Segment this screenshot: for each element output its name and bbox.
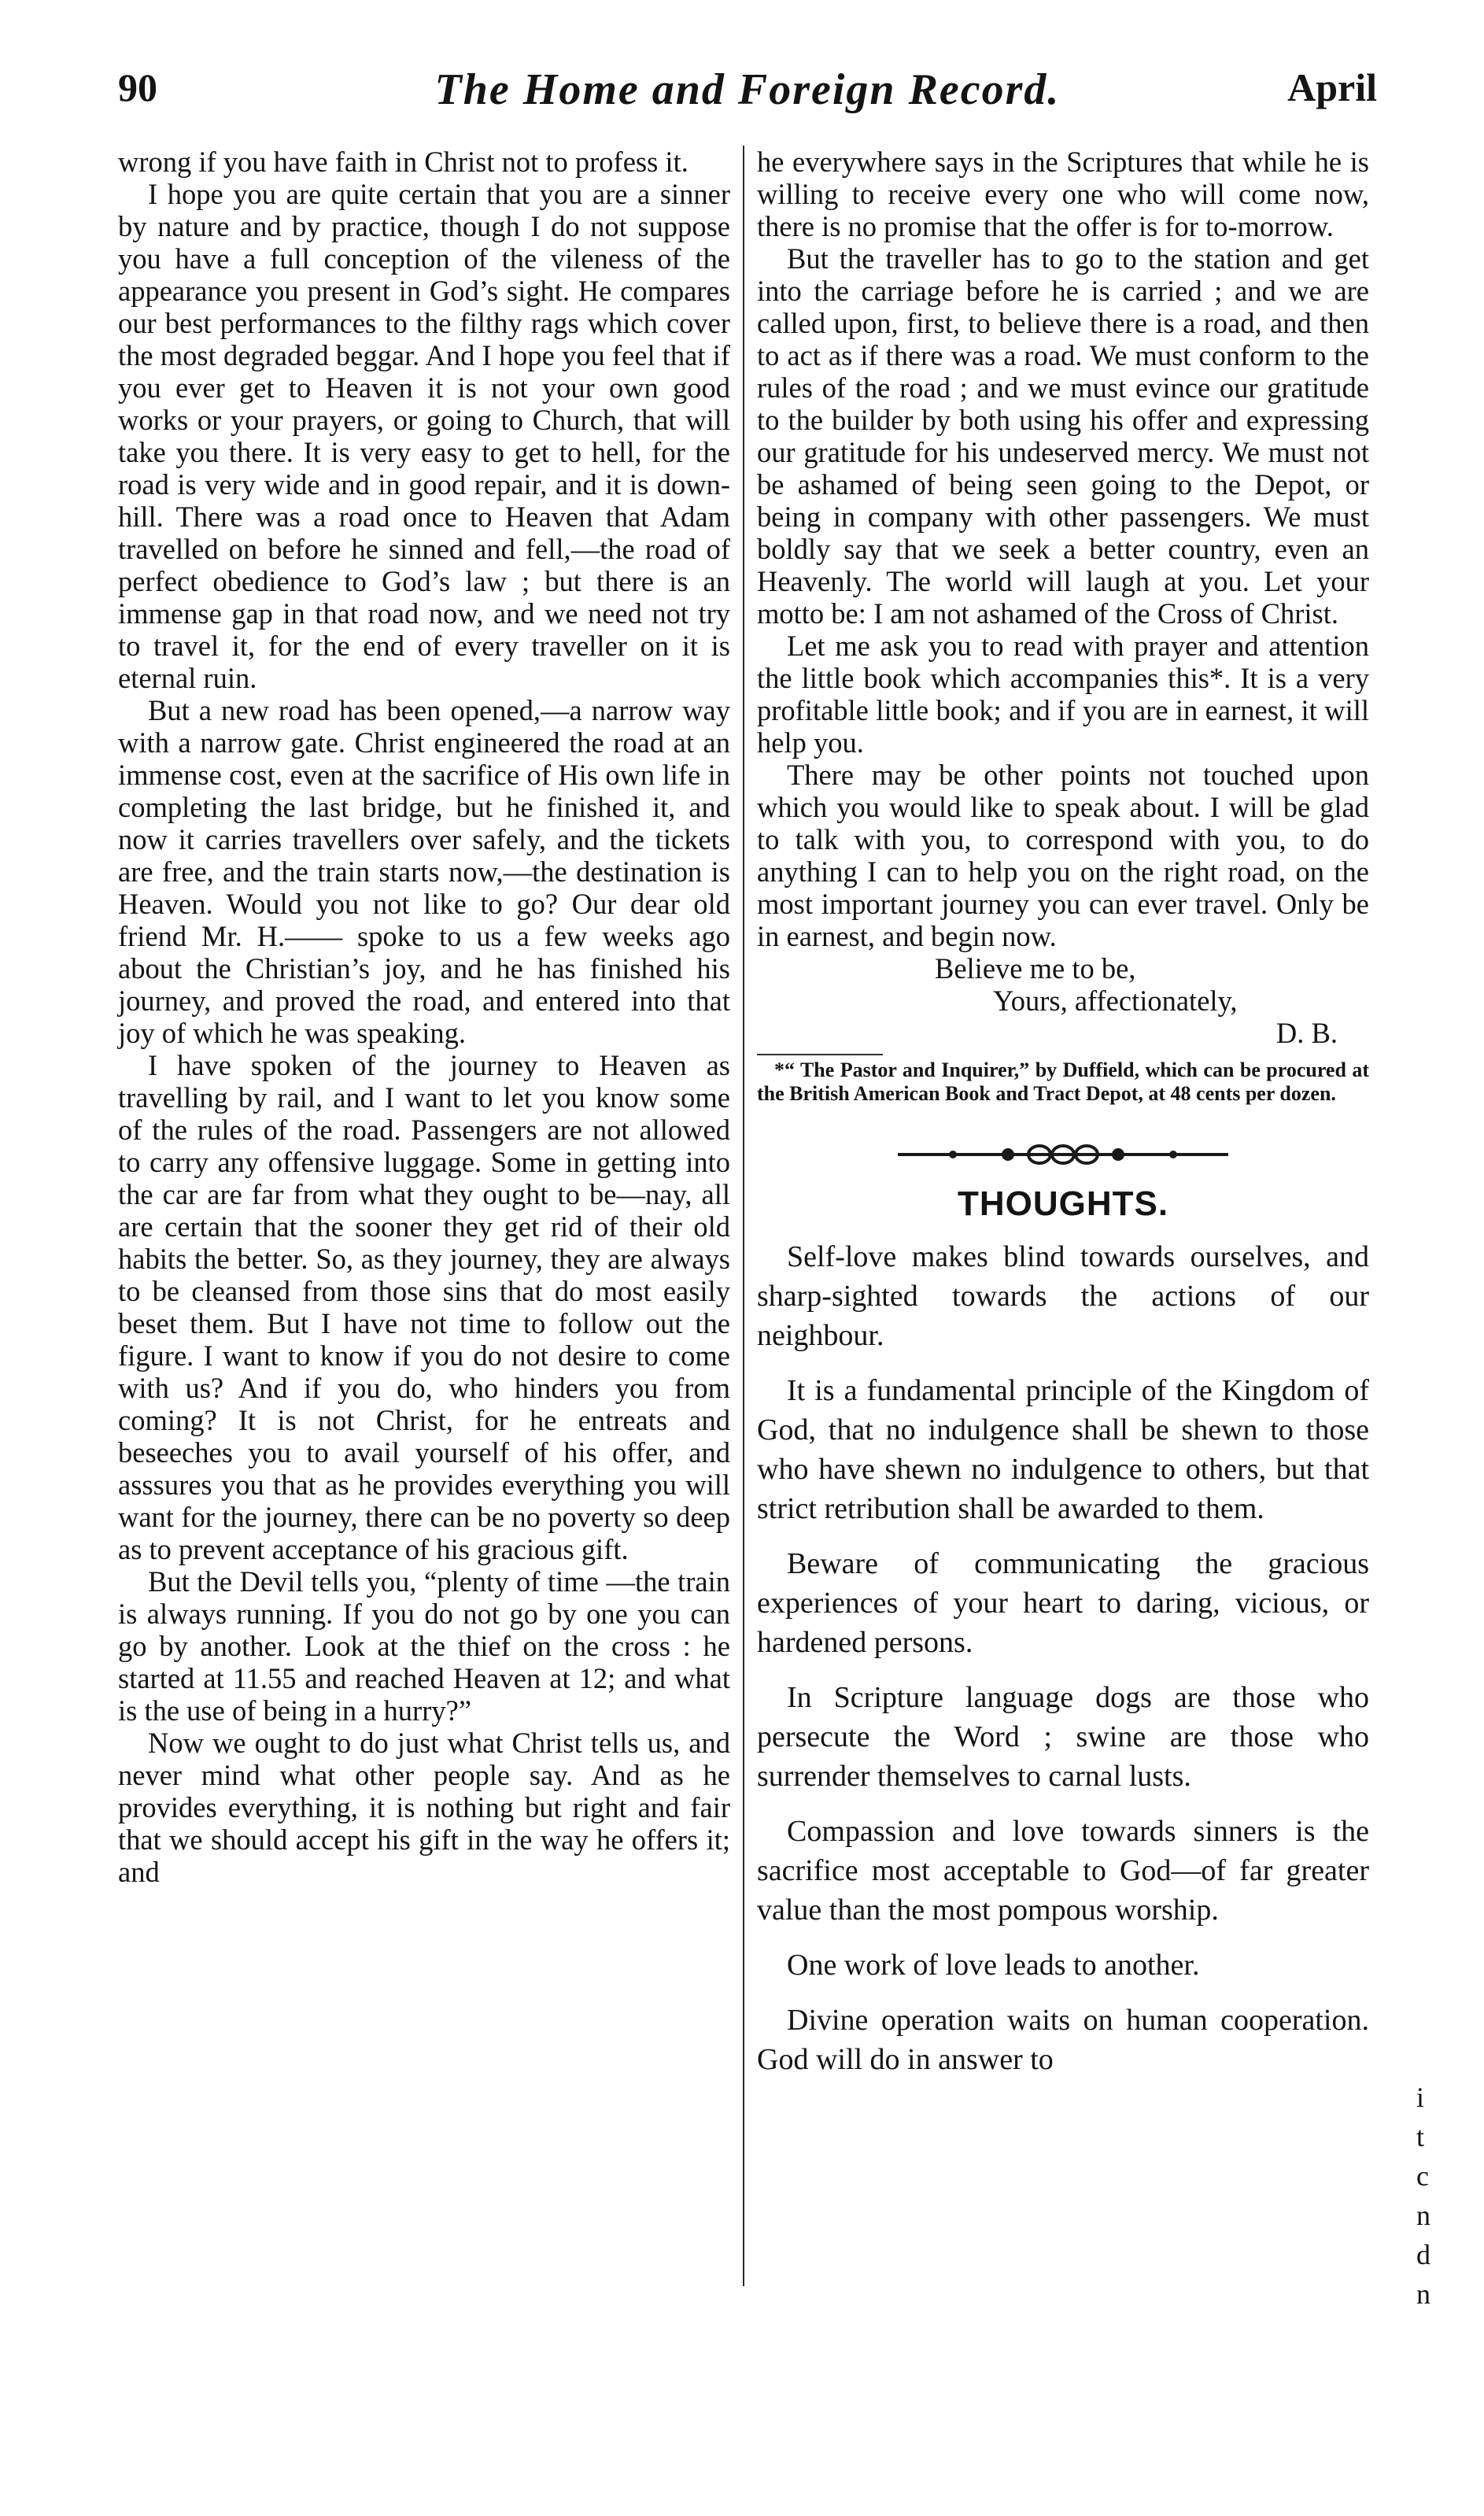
thought-item: Divine operation waits on human cooperation. God will do in answer to	[757, 2004, 1369, 2076]
paragraph: he everywhere says in the Scriptures that while he is willing to receive every one who will come now, there is no promise that the offer is for to-morrow.	[757, 146, 1369, 242]
paragraph: I hope you are quite certain that you are a sinner by nature and by practice, though I do not suppose you have a full conception of the vileness of the appearance you present in God’s sight. He compares our best performances to the filthy rags which cover the most degraded beggar. And I hope you feel that if you ever get to Heaven it is not your own good works or your prayers, or going to Church, that will take you there. It is very easy to get to hell, for the road is very wide and in good repair, and it is down-hill. There was a road once to Heaven that Adam travelled on before he sinned and fell,—the road of perfect obedience to God’s law ; but there is an immense gap in that road now, and we need not try to travel it, for the end of every traveller on it is eternal ruin.	[118, 178, 730, 694]
page-number: 90	[118, 65, 157, 109]
thought-item: In Scripture language dogs are those who persecute the Word ; swine are those who surrender themselves to carnal lusts.	[757, 1681, 1369, 1793]
thought-item: Beware of communicating the gracious experiences of your heart to daring, vicious, or hardened persons.	[757, 1547, 1369, 1659]
paragraph: But a new road has been opened,—a narrow way with a narrow gate. Christ engineered the road at an immense cost, even at the sacrifice of His own life in completing the last bridge, but he finished it, and now it carries travellers over safely, and the tickets are free, and the train starts now,—the destination is Heaven. Would you not like to go? Our dear old friend Mr. H.—— spoke to us a few weeks ago about the Christian’s joy, and he has finished his journey, and proved the road, and entered into that joy of which he was speaking.	[118, 694, 730, 1049]
paragraph: I have spoken of the journey to Heaven as travelling by rail, and I want to let you know some of the rules of the road. Passengers are not allowed to carry any offensive luggage. Some in getting into the car are far from what they ought to be—nay, all are certain that the sooner they get rid of their old habits the better. So, as they journey, they are always to be cleansed from those sins that do most easily beset them. But I have not time to follow out the figure. I want to know if you do not desire to come with us? And if you do, who hinders you from coming? It is not Christ, for he entreats and beseeches you to avail yourself of his offer, and asssures you that as he provides everything you will want for the journey, there can be no poverty so deep as to prevent acceptance of his gracious gift.	[118, 1049, 730, 1565]
right-column	[757, 146, 1369, 2095]
paragraph: But the traveller has to go to the station and get into the carriage before he is carried ; and we are called upon, first, to believe there is a road, and then to act as if there was a road. We must conform to the rules of the road ; and we must evince our gratitude to the builder by both using his offer and expressing our gratitude for his undeserved mercy. We must not be ashamed of being seen going to the Depot, or being in company with other passengers. We must boldly say that we seek a better country, even an Heavenly. The world will laugh at you. Let your motto be: I am not ashamed of the Cross of Christ.	[757, 242, 1369, 630]
thoughts-list	[757, 1237, 1369, 2079]
margin-letter: c	[1416, 2160, 1429, 2192]
thought-item: Compassion and love towards sinners is the sacrifice most acceptable to God—of far greater value than the most pompous worship.	[757, 1815, 1369, 1927]
margin-bleed-letters	[1416, 2078, 1430, 2314]
left-column	[118, 146, 730, 1888]
issue-month: April	[1287, 65, 1377, 109]
margin-letter: n	[1416, 2278, 1430, 2310]
paragraph: Let me ask you to read with prayer and attention the little book which accompanies this*. It is a very profitable little book; and if you are in earnest, it will help you.	[757, 630, 1369, 759]
footnote-rule	[757, 1054, 883, 1055]
thoughts-heading: THOUGHTS.	[957, 1184, 1169, 1223]
paragraph: But the Devil tells you, “plenty of time —the train is always running. If you do not go by one you can go by another. Look at the thief on the cross : he started at 11.55 and reached Heaven at 12; and what is the use of being in a hurry?”	[118, 1565, 730, 1727]
footnote: *“ The Pastor and Inquirer,” by Duffield, which can be procured at the British American Book and Tract Depot, at 48 cents per dozen.	[757, 1058, 1369, 1105]
margin-letter: i	[1416, 2082, 1425, 2113]
running-title: The Home and Foreign Record.	[434, 65, 1061, 114]
paragraph: Now we ought to do just what Christ tells us, and never mind what other people say. And as he provides everything, it is nothing but right and fair that we should accept his gift in the way he offers it; and	[118, 1727, 730, 1888]
thought-item: Self-love makes blind towards ourselves, and sharp-sighted towards the actions of our neighbour.	[757, 1240, 1369, 1352]
thought-item: One work of love leads to another.	[787, 1949, 1200, 1982]
paragraph: wrong if you have faith in Christ not to profess it.	[118, 146, 688, 178]
margin-letter: n	[1416, 2200, 1430, 2231]
running-header	[118, 65, 1377, 127]
letter-closing: Believe me to be,	[935, 952, 1136, 985]
thought-item: It is a fundamental principle of the Kingdom of God, that no indulgence shall be shewn to those who have shewn no indulgence to others, but that strict retribution shall be awarded to them.	[757, 1374, 1369, 1525]
letter-valediction: Yours, affectionately,	[993, 985, 1238, 1017]
margin-letter: d	[1416, 2239, 1430, 2270]
column-rule	[743, 146, 744, 2286]
paragraph: There may be other points not touched upon which you would like to speak about. I will be glad to talk with you, to correspond with you, to do anything I can to help you on the right road, on the most important journey you can ever travel. Only be in earnest, and begin now.	[757, 759, 1369, 952]
margin-letter: t	[1416, 2121, 1425, 2152]
ornamental-divider	[890, 1140, 1236, 1169]
letter-signature: D. B.	[1275, 1017, 1338, 1049]
